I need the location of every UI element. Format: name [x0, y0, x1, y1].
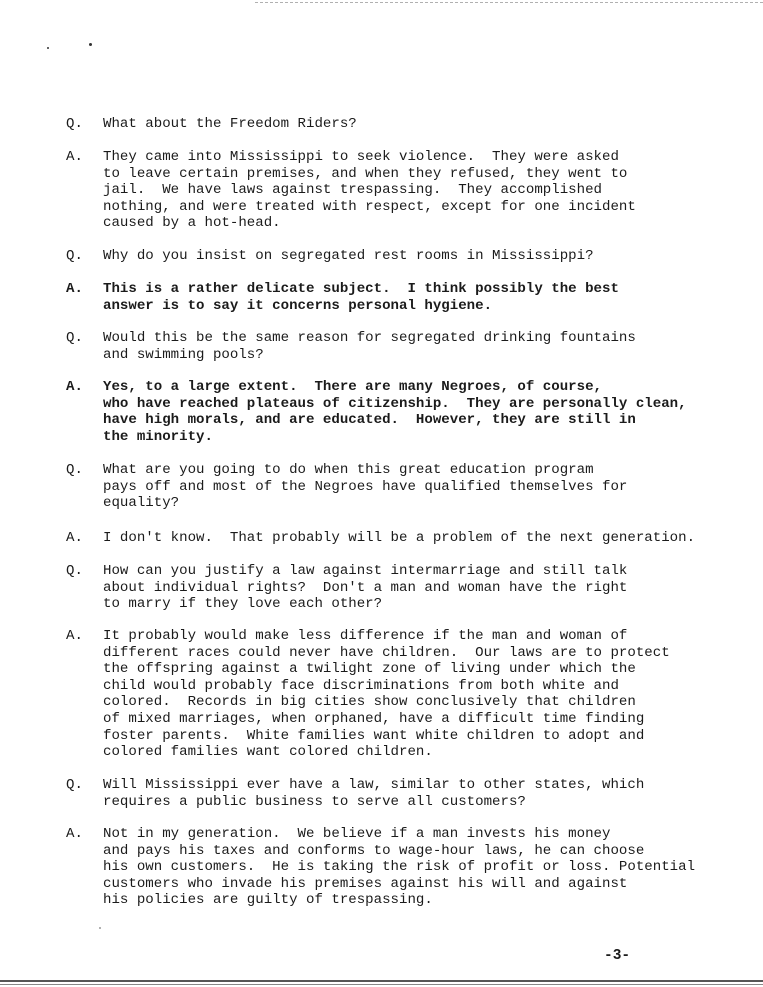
answer-text — [103, 149, 756, 232]
bottom-rule-secondary — [0, 984, 763, 985]
text-line: How can you justify a law against intermarriage and still talk — [103, 563, 628, 579]
answer-item — [66, 149, 756, 232]
answer-item — [66, 281, 756, 314]
question-item — [66, 116, 756, 133]
text-line: to marry if they love each other? — [103, 596, 383, 613]
answer-label: A. — [66, 149, 83, 165]
text-line: What are you going to do when this great education program — [103, 462, 594, 478]
answer-text — [103, 281, 756, 314]
answer-text — [103, 826, 756, 909]
text-line: and swimming pools? — [103, 346, 264, 363]
answer-text — [103, 379, 756, 445]
text-line: his policies are guilty of trespassing. — [103, 892, 433, 909]
text-line: different races could never have children. Our laws are to protect — [103, 644, 670, 661]
answer-text — [103, 628, 756, 761]
question-item — [66, 777, 756, 810]
answer-label: A. — [66, 530, 83, 546]
text-line: who have reached plateaus of citizenship. They are personally clean, — [103, 395, 687, 412]
text-line: colored. Records in big cities show conclusively that children — [103, 694, 636, 711]
question-label: Q. — [66, 563, 83, 579]
answer-label: A. — [66, 826, 83, 842]
text-line: pays off and most of the Negroes have qualified themselves for — [103, 478, 628, 495]
answer-label: A. — [66, 379, 83, 395]
text-line: They came into Mississippi to seek violence. They were asked — [103, 149, 619, 165]
question-text — [103, 462, 756, 512]
scan-speck — [89, 43, 92, 46]
scan-speck — [99, 927, 101, 929]
question-text — [103, 777, 756, 810]
text-line: to leave certain premises, and when they refused, they went to — [103, 165, 628, 182]
answer-text — [103, 530, 756, 547]
answer-item — [66, 628, 756, 761]
text-line: customers who invade his premises against his will and against — [103, 875, 628, 892]
scan-speck — [47, 47, 49, 49]
question-text — [103, 248, 756, 265]
text-line: foster parents. White families want white children to adopt and — [103, 727, 645, 744]
text-line: Why do you insist on segregated rest rooms in Mississippi? — [103, 248, 594, 264]
text-line: colored families want colored children. — [103, 744, 433, 761]
question-label: Q. — [66, 462, 83, 478]
text-line: nothing, and were treated with respect, except for one incident — [103, 198, 636, 215]
text-line: requires a public business to serve all customers? — [103, 793, 526, 810]
text-line: Yes, to a large extent. There are many Negroes, of course, — [103, 379, 602, 395]
question-item — [66, 462, 756, 512]
top-edge-line — [255, 2, 763, 3]
question-text — [103, 116, 756, 133]
answer-label: A. — [66, 281, 83, 297]
text-line: Would this be the same reason for segregated drinking fountains — [103, 330, 636, 346]
text-line: child would probably face discriminations from both white and — [103, 677, 619, 694]
text-line: the minority. — [103, 428, 213, 445]
text-line: and pays his taxes and conforms to wage-hour laws, he can choose — [103, 842, 645, 859]
text-line: This is a rather delicate subject. I think possibly the best — [103, 281, 619, 297]
question-text — [103, 563, 756, 613]
answer-label: A. — [66, 628, 83, 644]
question-item — [66, 330, 756, 363]
question-label: Q. — [66, 116, 83, 132]
answer-item — [66, 379, 756, 445]
text-line: answer is to say it concerns personal hygiene. — [103, 297, 493, 314]
text-line: the offspring against a twilight zone of living under which the — [103, 661, 636, 678]
text-line: Will Mississippi ever have a law, similar to other states, which — [103, 777, 645, 793]
question-label: Q. — [66, 248, 83, 264]
text-line: equality? — [103, 495, 180, 512]
text-line: I don't know. That probably will be a problem of the next generation. — [103, 530, 696, 546]
text-line: jail. We have laws against trespassing. They accomplished — [103, 182, 602, 199]
text-line: of mixed marriages, when orphaned, have a difficult time finding — [103, 710, 645, 727]
answer-item — [66, 826, 756, 909]
page-number: -3- — [604, 948, 631, 964]
question-text — [103, 330, 756, 363]
text-line: It probably would make less difference if the man and woman of — [103, 628, 628, 644]
text-line: have high morals, and are educated. However, they are still in — [103, 412, 636, 429]
question-label: Q. — [66, 330, 83, 346]
text-line: Not in my generation. We believe if a man invests his money — [103, 826, 611, 842]
bottom-rule — [0, 980, 763, 982]
question-label: Q. — [66, 777, 83, 793]
text-line: What about the Freedom Riders? — [103, 116, 357, 132]
text-line: his own customers. He is taking the risk of profit or loss. Potential — [103, 859, 696, 876]
question-item — [66, 563, 756, 613]
question-item — [66, 248, 756, 265]
answer-item — [66, 530, 756, 547]
text-line: about individual rights? Don't a man and woman have the right — [103, 579, 628, 596]
text-line: caused by a hot-head. — [103, 215, 281, 232]
